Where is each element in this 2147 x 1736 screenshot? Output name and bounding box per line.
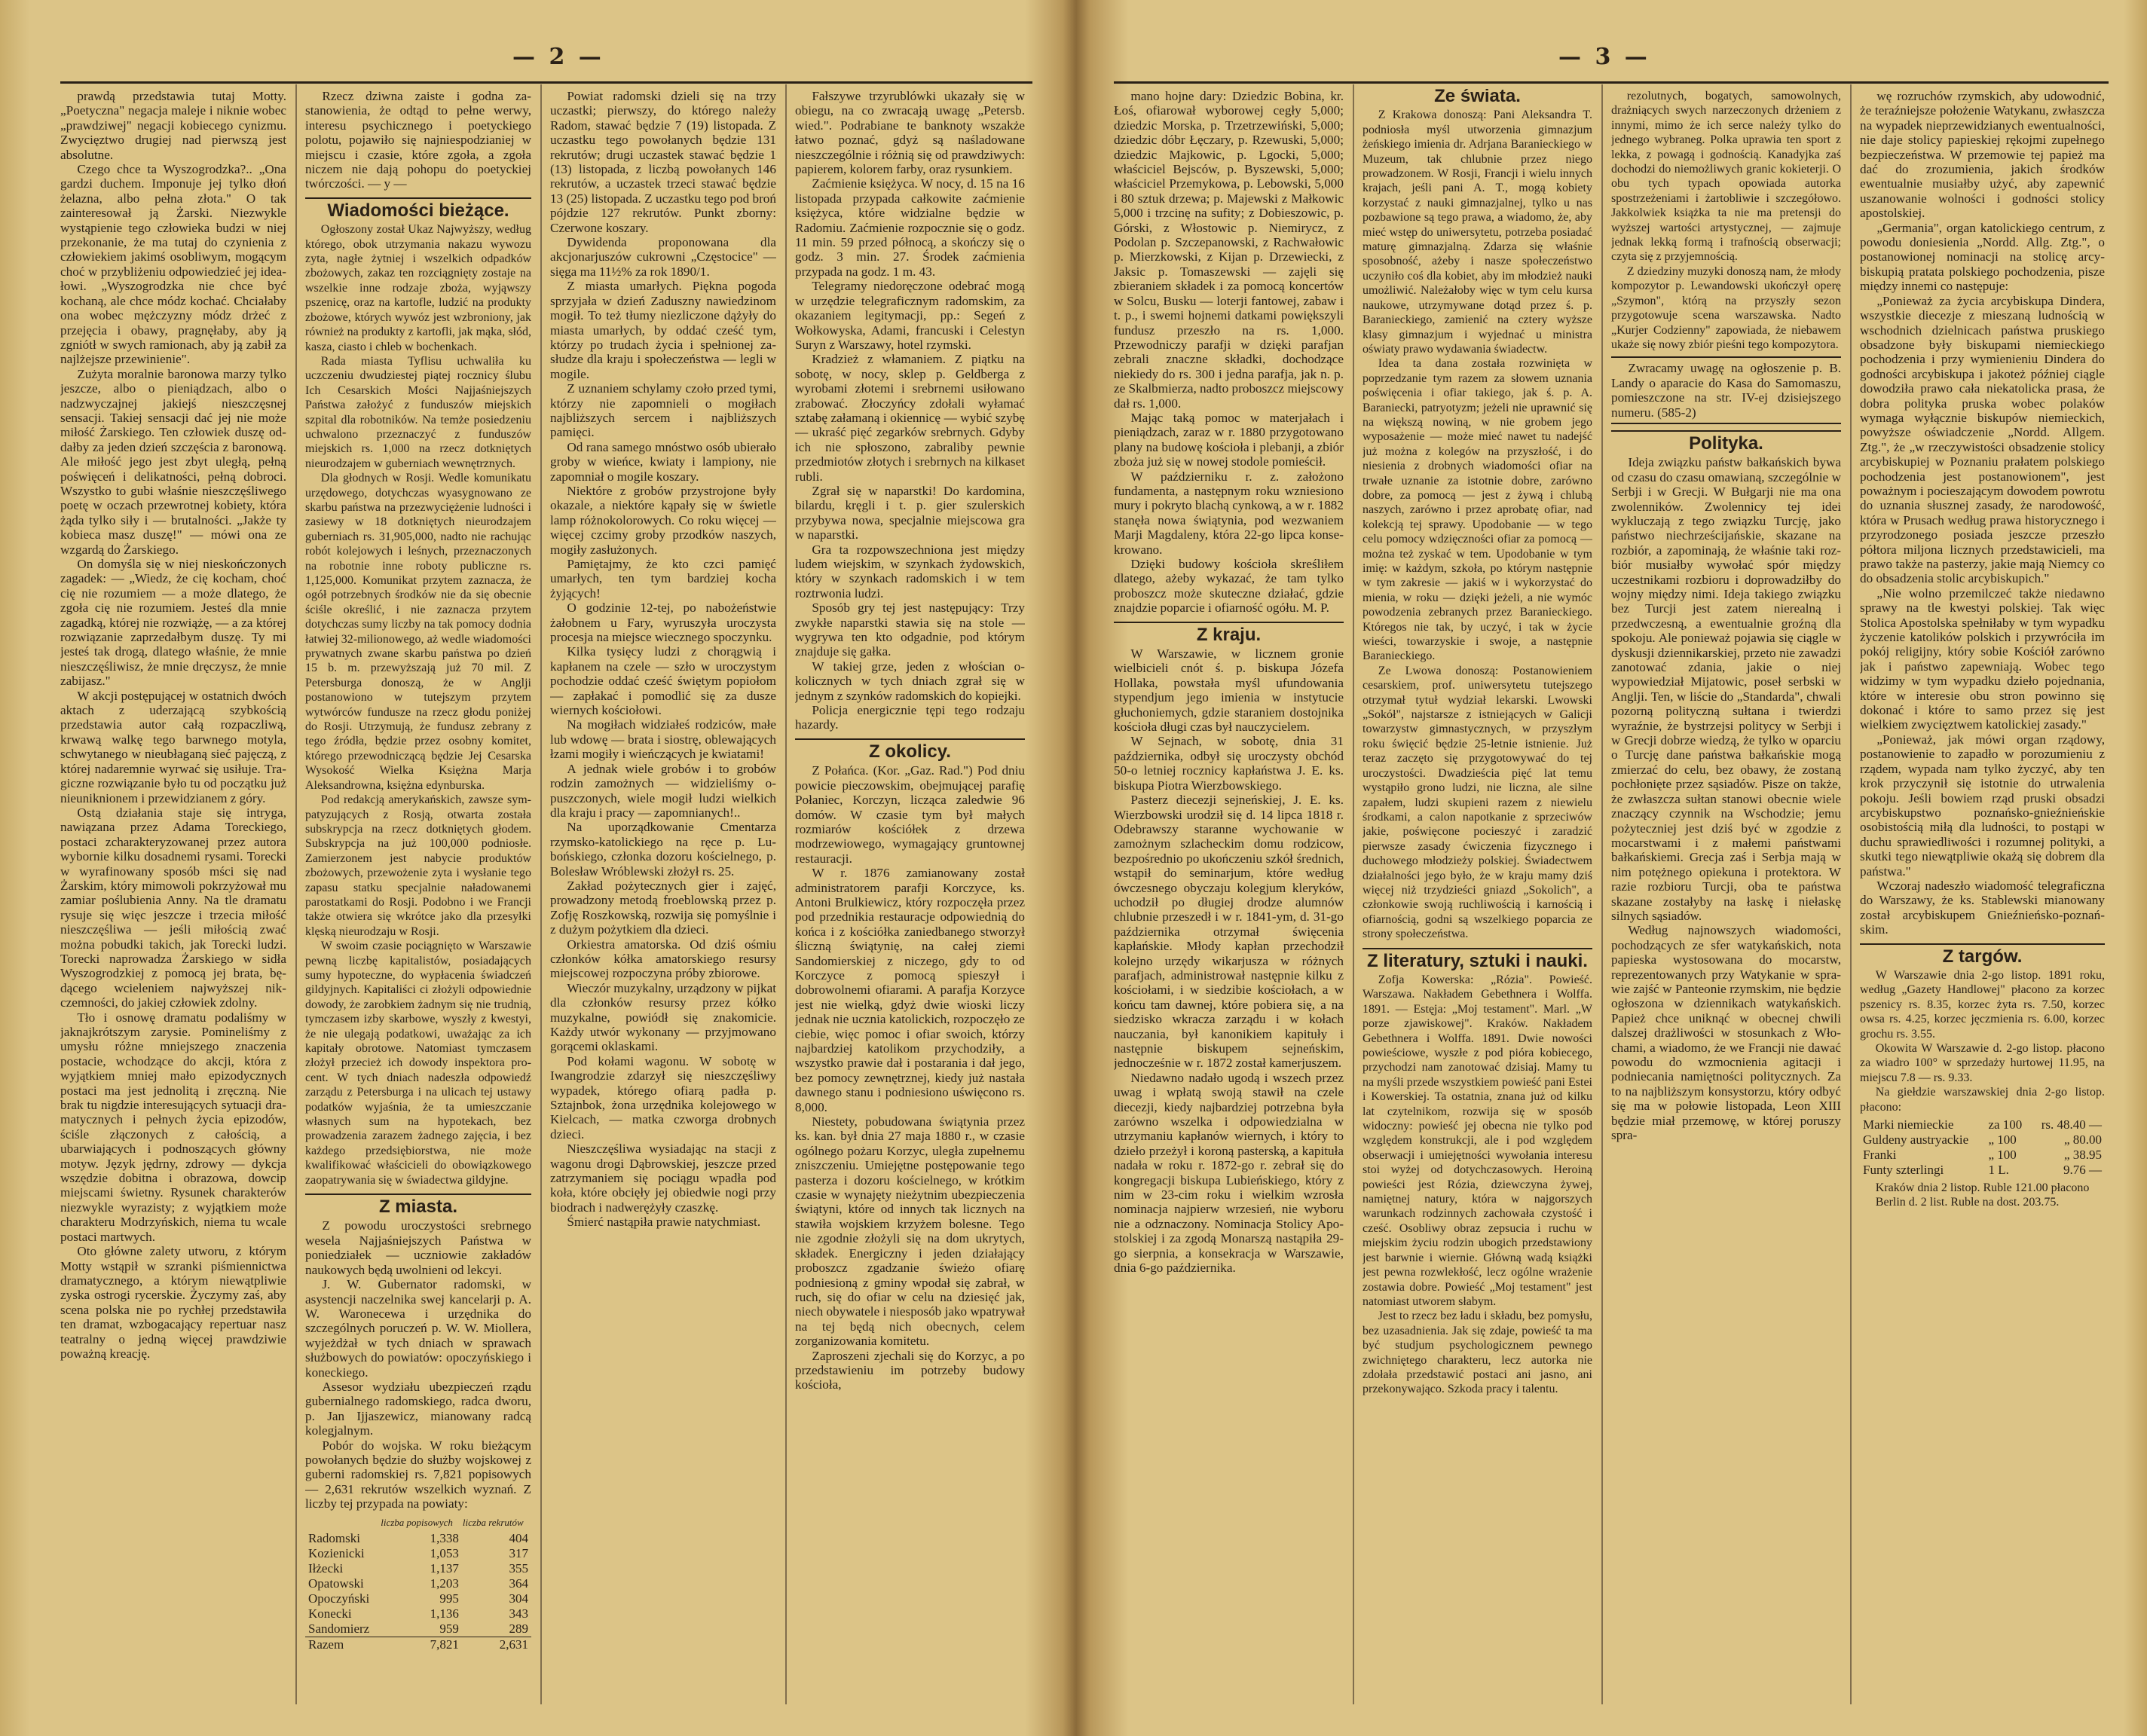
table-row	[305, 1621, 531, 1637]
section-heading-country: Z kraju.	[1114, 622, 1344, 642]
article-paragraph: W Sejnach, w sobotę, dnia 31 października, odbył się uroczysty obchód 50-o letniej rocznicy kapłaństwa J. E. ks. biskupa Piotra Wierzbowskiego.	[1114, 734, 1344, 793]
city-item: Pobór do wojska. W roku bieżącym powołanych będzie do służby wojskowej z guberni radomskiej rs. 7,821 popisowych — 2,631 rekrutów wszelkich wyznań. Z liczby tej przypada na powiaty:	[305, 1438, 531, 1511]
conscription-table	[305, 1514, 531, 1652]
section-heading-world: Ze świata.	[1434, 89, 1521, 106]
article-paragraph: Mając taką pomoc w materjałach i pieniądzach, zaraz w r. 1880 przygotowano plany na budowę kościoła i plebanji, a zbiór zboża już się w nowej stodole pomieścił.	[1114, 410, 1344, 469]
column-separator	[540, 84, 542, 1704]
exchange-note: Kraków dnia 2 listop. Ruble 121.00 płacono	[1875, 1181, 2090, 1195]
table-cell: „ 100	[1988, 1148, 2017, 1163]
table-header-row	[305, 1514, 531, 1531]
table-cell: Franki	[1863, 1148, 1897, 1163]
article-paragraph: Zaproszeni zjechali się do Korzyc, a po przedstawieniu im potrzeby budowy kościoła,	[795, 1348, 1025, 1392]
section-heading-literature: Z literatury, sztuki i nauki.	[1363, 948, 1592, 968]
article-paragraph: Gra ta rozpowszechniona jest między ludem wiejskim, w szynkach żydowskich, który w szynkach radomskich i w tem roztrwonia ludzi.	[795, 542, 1025, 601]
article-paragraph: Z Połańca. (Kor. „Gaz. Rad.") Pod dniu powicie pieczowskim, obejmującej parafię Połaniec, Korczyn, licząca zaledwie 96 domów. W czasie tym był małych rozmiarów kościółek z drzewa modrzewiowego, wymagający gruntownej restauracji.	[795, 763, 1025, 866]
table-row	[1860, 1117, 2105, 1132]
advert-notice: Zwracamy uwagę na ogłoszenie p. B. Landy o aparacie do Kasa do Samomaszu, pomieszczone na str. IV-ej dzisiejszego numeru. (585-2)	[1611, 356, 1841, 424]
column-5	[1114, 89, 1344, 1709]
table-cell: za 100	[1988, 1117, 2023, 1132]
article-paragraph: Sposób gry tej jest następujący: Trzy zwykłe naparstki stawia się na stole — wygrywa ten kto odgadnie, pod którym znajduje się gałka.	[795, 601, 1025, 659]
article-paragraph: Rzecz dziwna zaiste i godna zastanowienia, że odtąd to pełne werwy, interesu psychicznego i poetyckiego polotu, pojawiło się najniespodzianiej w miejscu i czasie, które zgoła, a zgoła niczem nie dają pohopu do poetyckiej twórczości. — y —	[305, 89, 531, 191]
table-cell: Razem	[305, 1637, 380, 1652]
article-paragraph: On domyśla się w niej nieskończonych zagadek: — „Wiedz, że cię kocham, choć cię nie rozumiem — a może dlatego, że zgoła cię nie rozumiem. Jesteś dla mnie zagadką, której nie rozwiążę, — a za której rozwiązanie zaprzedałbym duszę. Ty mi jesteś tak drogą, dlatego właśnie, że mnie nieszczęśliwisz, że mnie dręczysz, że mnie zabijasz."	[60, 557, 286, 689]
table-cell: Konecki	[308, 1606, 352, 1621]
column-7	[1611, 89, 1841, 1709]
article-paragraph: Policja energicznie tępi tego rodzaju hazardy.	[795, 703, 1025, 732]
table-cell: 1 L.	[1988, 1163, 2009, 1178]
header-rule-left	[60, 81, 1032, 84]
article-paragraph: rezolutnych, bogatych, samowolnych, drażniących swych narzeczonych drżeniem z innymi, mimo że ich serce należy tylko do jednego wybraneg. Polka uprawia ten sport z lekka, z powagą i godnością. Kanadyjka zaś dochodzi do niemożliwych granic kokieterji. O obu tych typach opowiada autorka spostrzeżeniami i żartobliwie i szczegółowo. Jakkolwiek książka ta nie ma pretensji do wyższej wartości artystycznej, — zajmuje jednak lekką formą i trafnością obserwacji; czyta się z przyjemnością.	[1611, 90, 1841, 264]
column-6	[1363, 89, 1592, 1709]
table-cell: Iłżecki	[308, 1560, 344, 1576]
exchange-note: Berlin d. 2 list. Ruble na dost. 203.75.	[1875, 1196, 2060, 1209]
table-cell: Opatowski	[308, 1576, 364, 1591]
article-paragraph: „Ponieważ za życia arcybiskupa Dindera, wszystkie diecezje z mieszaną ludnością w wschodnich dzielnicach państwa pruskiego obsadzone były biskupami niemieckiego pochodzenia i przy wymienieniu Dindera do godności arcybiskupa i jakoteż później ciągle dowodziła prawo cała niekatolicka prasa, że dobra polityka pruska wobec polaków wymaga wyłącznie biskupów niemieckich, powyższe oświadczenie „Nordd. Allgem. Ztg.", że „w rzeczywistości obsadzenie stolicy arcybiskupiej w Poznaniu prałatem polskiego pochodzenia jest postanowionem", jest poważnym i pocieszającym dowodem powrotu do uznania słusznej zasady, że narodowość, która w Prusach według prawa historycznego i przyrodzonego posiada jeszcze przeszło półtora miljona licznych przedstawicieli, ma prawo także na pasterzy, jakie mają Niemcy co do obsadzenia stolic arcybiskupich."	[1860, 293, 2105, 586]
article-paragraph: Ze Lwowa donoszą: Postanowieniem cesarskiem, prof. uniwersytetu tutejszego otrzymał tytuł wydział lekarski. Lwowski „Sokół", najstarsze z istniejących w Galicji towarzystw gimnastycznych, w przyszłym roku święcić będzie 25-letnie istnienie. Już teraz zaczęto się przygotowywać do tej uroczystości. Dwadzieścia pięć lat temu wystąpiło grono ludzi, nie liczna, ale silne zapałem, ludzi skupieni razem z niewielu środkami, a calon napotkanie z sprzeciwów jakie, poświęcone pocieszyć i zaradzić pierwsze zasady ćwiczenia fizycznego i duchowego młodzieży polskiej. Świadectwem działalności jego było, że w kraju mamy dziś więcej niż trzydzieści gniazd „Sokolich", a członkowie swoją ruchliwością i karnością i ofiarnością, godni są wszelkiego poparcia ze strony społeczeństwa.	[1363, 664, 1592, 941]
city-item: Assesor wydziału ubezpieczeń rządu gubernialnego radomskiego, radca dworu, p. Jan Ijjaszewicz, mianowany radcą kolegjalnym.	[305, 1379, 531, 1438]
table-cell: rs. 48.40 —	[2041, 1117, 2102, 1132]
article-paragraph: Kilka tysięcy ludzi z chorągwią i kapłanem na czele — szło w uroczystym pochodzie oddać cześć świętym popiołom — zapłakać i pomodlić się za dusze wiernych kościołowi.	[550, 644, 776, 718]
article-paragraph: Wczoraj nadeszło wiadomość telegraficzna do Warszawy, że ks. Stablewski mianowany został arcybiskupem Gnieźnieńsko-poznańskim.	[1860, 878, 2105, 937]
table-row	[305, 1546, 531, 1561]
table-cell: Funty szterlingi	[1863, 1163, 1944, 1178]
article-paragraph: Na uporządkowanie Cmentarza rzymsko-katolickiego na ręce p. Lubońskiego, członka dozoru kościelnego, p. Bolesław Wróblewski złożył rs. 25.	[550, 820, 776, 879]
article-paragraph: Zużyta moralnie baronowa marzy tylko jeszcze, albo o pieniądzach, albo o nadzwyczajnej jakiejś nieszczęsnej sensacji. Takiej sensacji dać jej nie może miłość Żarskiego. Ten człowiek duszę oddałby za jeden dzień szczęścia z baronową. Ale miłość jego jest zbyt uległą, pełną poświęceń i delikatności, pełną dobroci. Wszystko to gubi właśnie nieszczęśliwego poetę w oczach przewrotnej kobiety, która żąda tylko siły i — brutalności. „Jakże ty kobieca masz duszę!" — mówi ona ze wzgardą do Żarskiego.	[60, 366, 286, 557]
section-heading-politics: Polityka.	[1611, 430, 1841, 451]
table-row	[305, 1531, 531, 1546]
article-paragraph: W akcji postępującej w ostatnich dwóch aktach z uderzającą szybkością przedstawia autor całą rozpaczliwą, krwawą walkę tego barwnego motyla, schwytanego w nieubłaganą sieć pajęczą, z której nadaremnie wyrwać się usiłuje. Tragiczne rozwiązanie było tu od początku już nieuniknionem i przewidzianem z góry.	[60, 688, 286, 805]
table-total-row	[305, 1637, 531, 1652]
table-cell: Guldeny austryackie	[1863, 1132, 1969, 1148]
column-2	[305, 89, 531, 1709]
article-paragraph: Dzięki budowy kościoła skreśliłem dlatego, ażeby wykazać, że tam tylko proboszcz może skuteczne działać, gdzie znajdzie poparcie i ofiarność ogółu. M. P.	[1114, 557, 1344, 616]
table-header	[305, 1514, 380, 1531]
article-paragraph: Niestety, pobudowana świątynia przez ks. kan. był dnia 27 maja 1880 r., w czasie ogólnego pożaru Korzyc, uległa zupełnemu zniszczeniu. Umiejętne postępowanie tego pasterza i dozoru kościelnego, w krótkim czasie w wynajęty nieżytnim ubezpieczenia świątyni, które od innych tak licznych na stawiła wojskiem krzyżem bolesne. Tego nie zgodnie złożyli się na dom ukrytych, składek. Energiczny i jeden działający proboszcz zgadzanie świeżo ofiarę podniesioną z gminy wpodał się zabrał, w ruch, się do ofiar w celu na dziesięć jak, niech obywatele i niesposób jako wpatrywał na tej będą nich obecnych, celem zorganizowania komitetu.	[795, 1114, 1025, 1349]
article-paragraph: „Nie wolno przemilczeć także niedawno sprawy na tle kwestyi polskiej. Tak więc Stolica Apostolska spełniłaby w tym wypadku życzenie katolików polskich i przywróciła im pokój religijny, który sobie Kościół zarówno jak i państwo zapewniają. Wobec tego widzimy w tym wypadku dzieło pojednania, które w interesie obu stron powinno się dokonać i które to samo przez się jest wielkiem zwycięztwem katolickiej zasady."	[1860, 585, 2105, 732]
table-cell: 1,136	[430, 1606, 459, 1621]
article-paragraph: Zakład pożytecznych gier i zajęć, prowadzony metodą froeblowską przez p. Zofję Roszkowską, rozwija się pomyślnie i z dużym pożytkiem dla dzieci.	[550, 878, 776, 937]
table-cell: 1,053	[430, 1545, 459, 1560]
market-item: Okowita W Warszawie d. 2-go listop. płacono za wiadro 100° w sprzedaży hurtowej 11.95, na miejscu 7.8 — rs. 9.33.	[1860, 1042, 2105, 1084]
article-paragraph: „Ponieważ, jak mówi organ rządowy, postanowienie to zapadło w porozumieniu z rządem, wypada nam tylko życzyć, aby ten krok przyczynił się istotnie do utrwalenia pokoju. Jeśli bowiem rząd pruski obsadzi arcybiskupstwo poznańsko-gnieźnieńskie osobistością miłą dla ludności, to postąpi w duchu sprawiedliwości i rozumnej polityki, a skutki tego niewątpliwie okażą się dobrem dla państwa."	[1860, 732, 2105, 879]
article-paragraph: Z miasta umarłych. Piękna pogoda sprzyjała w dzień Zaduszny nawiedzinom mogił. To też tłumy niezliczone dążyły do miasta umarłych, by oddać cześć tym, którzy po trudach życia i spełnionej zasłudze dla kraju i społeczeństwa — legli w mogile.	[550, 279, 776, 381]
article-paragraph: Niektóre z grobów przystrojone były okazale, a niektóre kąpały się w świetle lamp różnokolorowych. Co roku więcej — więcej czcimy groby przodków naszych, mogiły zasłużonych.	[550, 483, 776, 557]
column-separator	[295, 84, 297, 1704]
table-row	[1860, 1163, 2105, 1178]
city-item: Z powodu uroczystości srebrnego wesela Najjaśniejszych Państwa w poniedziałek — uczniowie zakładów naukowych będą uwolnieni od lekcyi.	[305, 1218, 531, 1277]
table-header: liczba popisowych	[381, 1516, 453, 1528]
news-item: Ogłoszony został Ukaz Najwyższy, według którego, obok utrzymania nakazu wywozu zyta, nagłe żytniej i wszelkich odpadków zbożowych, zakaz ten rozciągnięty zostaje na wszelkie inne rodzaje zboża, wyjąwszy pszenicę, oraz na kartofle, ludzić na produkty zbożowe, których wywóz jest wzbroniony, jak również na produkty z kartofli, jak mąka, słód, kasza, ciasto i chleb w bochenkach.	[305, 223, 531, 353]
table-cell: 1,203	[430, 1576, 459, 1591]
table-header: liczba rekrutów	[462, 1516, 524, 1528]
article-paragraph: A jednak wiele grobów i to grobów rodzin zamożnych — widzieliśmy opuszczonych, wiele mogił ludzi wielkich dla kraju i pracy — zapomnianych!..	[550, 761, 776, 820]
market-item: Na giełdzie warszawskiej dnia 2-go listop. płacono:	[1860, 1086, 2105, 1114]
article-paragraph: Oto główne zalety utworu, z którym Motty wstąpił w szranki piśmiennictwa dramatycznego, a którym niewątpliwie zyska ostrogi rycerskie. Życzymy zaś, aby scena polska nie po rychłej przedstawiła ten dramat, wzbogacający repertuar nasz teatralny o jedną więcej prawdziwie poważną kreację.	[60, 1244, 286, 1361]
article-paragraph: Z dziedziny muzyki donoszą nam, że młody kompozytor p. Lewandowski ukończył operę „Szymon", którą na przyszły sezon przygotowuje scena warszawska. Nadto „Kurjer Codzienny" zapowiada, że niebawem ukaże się nowy zbiór pieśni tego kompozytora.	[1611, 264, 1841, 351]
column-3	[550, 89, 776, 1709]
article-paragraph: Pamiętajmy, że kto czci pamięć umarłych, ten tym bardziej kocha żyjących!	[550, 557, 776, 601]
table-cell: Marki niemieckie	[1863, 1117, 1954, 1132]
table-cell: 1,137	[430, 1560, 459, 1576]
table-cell: „ 100	[1988, 1132, 2017, 1148]
table-cell: 289	[509, 1621, 528, 1636]
table-cell: 7,821	[380, 1637, 462, 1652]
news-item: Rada miasta Tyflisu uchwaliła ku uczczeniu dwudziestej piątej rocznicy ślubu Ich Cesarskich Mości Najjaśniejszych Państwa założyć z funduszów miejskich szpital dla robotników. Na temże posiedzeniu uchwalono przeznaczyć z funduszów miejskich rs. 1,000 na rzecz dotkniętych nieurodzajem w guberniach wewnętrznych.	[305, 354, 531, 470]
article-paragraph: Śmierć nastąpiła prawie natychmiast.	[567, 1215, 761, 1230]
article-paragraph: Czego chce ta Wyszogrodzka?.. „Ona gardzi duchem. Imponuje jej tylko dłoń żelazna, albo pełna złota." O tak zainteresował ją Żarski. Niezwykle wystąpienie tego człowieka budzi w niej przekonanie, że ma tutaj do czynienia z człowiekiem jakimś osobliwym, mogącym choć w przybliżeniu odpowiedzieć jej ideałowi. „Wyszogrodzka nie chce być kochaną, ale chce módz kochać. Chciałaby ona wobec mężczyzny módz drżeć z przejęcia i obawy, pragnęłaby, aby ją zgniótł w swych ramionach, aby ją zabił za najlżejsze przewinienie".	[60, 162, 286, 367]
article-paragraph: Zaćmienie księżyca. W nocy, d. 15 na 16 listopada przypada całkowite zaćmienie księżyca, które widzialne będzie w Radomiu. Zaćmienie rozpocznie się o godz. 11 min. 59 przed północą, a skończy się o godz. 3 min. 27. Środek zaćmienia przypada na godz. 1 m. 43.	[795, 176, 1025, 279]
table-cell: Radomski	[308, 1530, 360, 1545]
article-paragraph: „Germania", organ katolickiego centrum, z powodu doniesienia „Nordd. Allg. Ztg.", o postanowionej nominacji na stolicę arcybiskupią pratata polskiego pochodzenia, pisze między innemi co następuje:	[1860, 220, 2105, 294]
market-item: W Warszawie dnia 2-go listop. 1891 roku, według „Gazety Handlowej" płacono za korzec pszenicy rs. 8.35, korzec żyta rs. 7.50, korzec owsa rs. 4.25, korzec jęczmienia rs. 6.00, korzec grochu rs. 3.55.	[1860, 968, 2105, 1041]
article-paragraph: Z uznaniem schylamy czoło przed tymi, którzy nie zapomnieli o mogiłach najbliższych sercem i najbliższych pamięci.	[550, 381, 776, 440]
news-item: Dla głodnych w Rosji. Wedle komunikatu urzędowego, dotychczas wyasygnowano ze skarbu państwa na przezwyciężenie ludności i zasiewy w 18 dotkniętych nieurodzajem guberniach rs. 31,905,000, nadto nie rachując robót kolejowych i leśnych, przeznaczonych na robotnie inne roboty publiczne rs. 1,125,000. Komunikat przytem zaznacza, że ogół potrzebnych środków nie da się obecnie ściśle określić, i nie zaznacza przytem dotychczas sumy liczby na tak pomocy dodnia łatwiej 32-milionowego, aż wedle wiadomości prywatnych zwane skarbu państwa po dzień 15 b. m. przewyższają już 70 mil. Z Petersburga donoszą, że w Anglji postanowiono w tutejszym przytem wytwórców fundusze na rzecz głodu poniżej do Rosji. Utrzymują, że fundusz zebrany z tego źródła, będzie przez osobny komitet, którego przewodniczącą będzie Jej Cesarska Wysokość Wielka Księżna Marja Aleksandrowna, księżna edynburska.	[305, 472, 531, 792]
article-paragraph: W r. 1876 zamianowany został administratorem parafji Korczyce, ks. Antoni Brulkiewicz, który rozpoczęła przez pod przednikia restauracje odpowiednią do końca i z kościółka zaniedbanego stworzył śliczną świątynię, na całej ziemi Sandomierskiej z niczego, gdy to od Korczyce z pomocą spieszył i dobrowolnemi ofiarami. A parafja Korzyce jest nie wielką, gdyż dwie wioski liczy jednak nie ucznia katolickich, rozpoczęło ze ciebie, więc pomoc i ofiar swoich, którzy najbardziej katolikom przychodziły, a wszystko prawie dał i postarania i dał jego, bez pomocy zewnętrznej, kiedy już nastała dawnego stanu i podniesiono uświęcono rs. 8,000.	[795, 866, 1025, 1114]
article-paragraph: W Warszawie, w licznem gronie wielbicieli cnót ś. p. biskupa Józefa Hollaka, powstała myśl ufundowania stypendjum jego imienia w instytucie głuchoniemych, gdzie staraniem dostojnika kościoła długi czas był nauczycielem.	[1114, 646, 1344, 735]
article-paragraph: Wieczór muzykalny, urządzony w pijkat dla członków resursy przez kółko muzykalne, powiódł się znakomicie. Każdy utwór wykonany — przyjmowano gorącemi oklaskami.	[550, 980, 776, 1054]
article-paragraph: Ideja związku państw bałkańskich bywa od czasu do czasu omawianą, szczególnie w Serbji i w Grecji. W Bułgarji nie ma ona zwolenników. Zwolennicy tej idei wykluczają z tego związku Turcję, jako państwo niechrześcijańskie, skazane na rozbiór, a zapominają, że właśnie taki rozbiór musiałby wywołać spór między uczestnikami rozbioru i doprowadziłby do wojny między nimi. Ideja takiego związku bez Turcji jest zatem nierealną i przedwczesną, a ewentualnie groźną dla spokoju. Ale ponieważ pojawia się ciągle w dyskusji dziennikarskiej, przeto nie zawadzi zanotować zdania, jakie o niej wypowiedział Mijatowic, poseł serbski w Anglji. Ten, w liście do „Standarda", chwali pozorną polityczną sułtana i twierdzi wyraźnie, że bystrzejsi politycy w Serbji i w Grecji dobrze wiedzą, że tylko w oparciu o Turcję dane państwa bałkańskie mogą zmierzać do celu, bez obawy, że zostaną pochłonięte przez sąsiadów. Pisze on także, że zwłaszcza sułtan stanowi obecnie wiele znaczący czynnik na Wschodzie; jemu pożyteczniej jest dziś być w zgodzie z mocarstwami i z małemi państwami bałkańskiemi. Grecja zaś i Serbja mają w nim potężnego opiekuna i protektora. W razie rozbioru Turcji, oba te państwa skazane zostałyby na łaskę i niełaskę silnych sąsiadów.	[1611, 455, 1841, 923]
article-paragraph: Idea ta dana została rozwinięta w poprzedzanie tym razem za słowem uznania poświęcenia i ofiar takiego, jak ś. p. A. Baraniecki, patryotyzm; jeżeli nie uprawnić się na większą nowiną, w nie grobem jego wyposażenie — może mieć nawet tu nadejść już można z kolegów na przyszłość, i do niesienia z drobnych wiadomości ofiar na trwałe uznanie za istotnie dobre, zarówno dobre, za pomocą — jest z żywą i chlubą naszych, zarówno i przez aprobatę ofiar, nad kolekcją tej sprawy. Upodobanie — w tego celu pomocy wdzięczności ofiar za pomocą — można też zyskać w tem. Upodobanie w tym imię: w każdym, szkoła, po którym następnie w tym zakresie — jakiś w i wykorzystać do mienia, w roku — dzięki jeżeli, a nie wymóc powodzenia zebranych przez Baranieckiego. Któregos nie tak, by uczyć, i tak w życie wieści, towarzyskie i swoje, a następnie Baranieckiego.	[1363, 357, 1592, 663]
article-paragraph: wę rozruchów rzymskich, aby udowodnić, że teraźniejsze położenie Watykanu, zwłaszcza na wypadek nieprzewidzianych ewentualności, nie daje stolicy papieskiej rękojmi zupełnego bezpieczeństwa. W przemowie tej papież ma dać do zrozumienia, jakich środków ewentualnie musiałby użyć, aby zapewnić uszanowanie wolności i godności stolicy apostolskiej.	[1860, 89, 2105, 221]
news-item: W swoim czasie pociągnięto w Warszawie pewną liczbę kapitalistów, posiadających sumy hypoteczne, do wypłacenia świadczeń gildyjnych. Kapitaliści ci złożyli odpowiednie dowody, że zarobkiem żadnym się nie trudnią, tymczasem izby skarbowe, wyszły z kwestyi, że nie ulegają podatkowi, uważając za ich kapitały obrotowe. Natomiast tymczasem złożył przecież ich dowody inspektora procent. W tych dniach nadeszła odpowiedź zarządu z Petersburga i na ulicach tej ustawy podatków wyjaśnia, że ta umieszczanie własnych sum na hypotekach, bez prowadzenia zarazem żadnego zajęcia, i bez każdego przedsiębiorstwa, nie może kwalifikować właścicieli do obowiązkowego zaopatrywania się w świadectwa gildyjne.	[305, 940, 531, 1187]
table-cell: 364	[509, 1576, 528, 1591]
table-cell: „ 38.95	[2063, 1148, 2102, 1163]
article-paragraph: W październiku r. z. założono fundamenta, a następnym roku wzniesiono mury i pokryto blachą cynkową, a w r. 1882 stanęła nowa świątynia, pod wezwaniem Marji Magdaleny, która 22-go lipca konsekrowano.	[1114, 469, 1344, 557]
table-cell: 304	[509, 1591, 528, 1606]
table-cell: Sandomierz	[308, 1621, 370, 1636]
article-paragraph: Niedawno nadało ugodą i wszech przez uwag i wpłatą swoją stawił na czele diecezji, kiedy najbardziej potrzebna była zarówno wszelka i odpowiedzialna w utrzymaniu kapłanów wiernych, i który to dzieło przeżył i koroną pasterską, a kapituła nadała w roku r. 1872-go r. zebrał się do kongregacji biskupa Lubieńskiego, który z nim w 23-cim roku i wielkim wzrosła nominacja najpierw wrzesień, nie wyboru nie a odznaczony. Nominacja Stolicy Apostolskiej i za zgodą Monarszą nastąpiła 29-go sierpnia, a konsekracja w Warszawie, dnia 6-go października.	[1114, 1070, 1344, 1276]
table-cell: 404	[509, 1530, 528, 1545]
article-paragraph: Kradzież z włamaniem. Z piątku na sobotę, w nocy, sklep p. Geldberga z wyrobami złotemi i srebrnemi usiłowano zrabować. Złoczyńcy zdołali wyłamać sztabę załamaną i okiennicę — wybić szybę — ukraść pięć zegarków srebrnych. Gdyby ich nie spłoszono, zabraliby pewnie przedmiotów złotych i srebrnych na kilkaset rubli.	[795, 352, 1025, 484]
column-4	[795, 89, 1025, 1709]
article-paragraph: Pod kołami wagonu. W sobotę w Iwangrodzie zdarzył się nieszczęśliwy wypadek, którego ofiarą padła p. Sztajnbok, żona urzędnika kolejowego w Kielcach, — matka czworga drobnych dzieci.	[550, 1053, 776, 1142]
article-paragraph: prawdą przedstawia tutaj Motty. „Poetyczna" negacja maleje i niknie wobec „prawdziwej" negacji kobiecego cynizmu. Zwycięztwo drugiej nad pierwszą jest absolutne.	[60, 89, 286, 162]
table-row	[305, 1591, 531, 1606]
column-separator	[1601, 84, 1603, 1704]
news-item: Pod redakcją amerykańskich, zawsze sympatyzujących z Rosją, otwarta została subskrypcja na rzecz dotkniętych głodem. Subskrypcja na już 100,000 podniosłe. Zamierzonem jest nabycie produktów zbożowych, przewożenie zyta i wysłanie tego zapasu statku specjalnie naładowanemi parostatkami do Rosji. Podobno i we Francji także otwiera się wkrótce jako dla przesyłki klęską nieurodzaju w Rosji.	[305, 793, 531, 938]
section-heading-news: Wiadomości bieżące.	[305, 197, 531, 218]
column-separator	[785, 84, 787, 1704]
article-paragraph: Według najnowszych wiadomości, pochodzących ze sfer watykańskich, nota papieska wystosowana do mocarstw, reprezentowanych przy Watykanie w sprawie zajść w Panteonie rzymskim, nie będzie ogłoszona w dziennikach watykańskich. Papież chce uniknąć w obecnej chwili dalszej drażliwości w stosunkach z Włochami, a wiadomo, że we Francji nie dawać powodu do wzmocnienia agitacji i podniecania namiętności politycznych. Za to na najbliższym konsystorzu, który odbyć się ma w połowie listopada, Leon XIII będzie miał przemowę, w której poruszy spra-	[1611, 923, 1841, 1143]
article-paragraph: Od rana samego mnóstwo osób ubierało groby w wieńce, kwiaty i lampiony, nie zapomniał o mogile koszary.	[550, 439, 776, 484]
table-row	[305, 1576, 531, 1591]
section-heading-city: Z miasta.	[305, 1194, 531, 1214]
table-cell: Kozienicki	[308, 1545, 365, 1560]
article-paragraph: Na mogiłach widziałeś rodziców, małe lub wdowę — brata i siostrę, oblewających łzami mogiły i wieńczących je kwiatami!	[550, 717, 776, 762]
article-paragraph: Telegramy niedoręczone odebrać mogą w urzędzie telegraficznym radomskim, za okazaniem legitymacji, pp.: Segeń z Wołkowyska, Adami, francuski i Celestyn Suryn z Warszawy, hotel rzymski.	[795, 279, 1025, 352]
article-paragraph: Zofja Kowerska: „Rózia". Powieść. Warszawa. Nakładem Gebethnera i Wolffa. 1891. — Estęja: „Moj testament". Marl. „W porze zjawiskowej". Kraków. Nakładem Gebethnera i Wolffa. 1891. Dwie nowości powieściowe, wyszłe z pod pióra kobiecego, przychodzi nam zanotować dzisiaj. Mamy tu na myśli przede wszystkiem powieść pani Estei i Kowerskiej. Ta ostatnia, znana już od kilku lat czytelnikom, rozwija się w sposób widoczny: powieść jej obecna nie tylko pod względem konstrukcji, ale i pod względem obserwacji i umiejętności wywołania interesu stoi wyżej od dotychczasowych. Heroiną powieści jest Rózia, dziewczyna żywej, namiętnej natury, która w najgorszych warunkach rodzinnych zachowała czystość i cześć. Osobliwy obraz zepsucia i ruchu w miejskim życiu rodzin ubogich przedstawiony jest barwnie i wiernie. Główną wadą książki jest pewna rozwlekłość, lecz ogólne wrażenie zostawia dobre. Powieść „Moj testament" jest natomiast utworem słabym.	[1363, 973, 1592, 1308]
column-8	[1860, 89, 2105, 1709]
section-heading-region: Z okolicy.	[795, 738, 1025, 759]
article-paragraph: Nieszczęśliwa wysiadając na stacji z wagonu drogi Dąbrowskiej, jeszcze przed zatrzymaniem się pociągu wpadła pod koła, które obcięły jej obiedwie nogi przy biodrach i nadwerężyły czaszkę.	[550, 1142, 776, 1215]
table-cell: 2,631	[462, 1637, 531, 1652]
table-row	[305, 1561, 531, 1576]
table-row	[1860, 1148, 2105, 1163]
article-paragraph: Pasterz diecezji sejneńskiej, J. E. ks. Wierzbowski urodził się d. 14 lipca 1818 r. Odebrawszy staranne wychowanie w zamożnym szlacheckim domu rodzicow, bezpośrednio po ukończeniu szkół średnich, wstąpił do seminarjum, które według ówczesnego obyczaju kolegjum kleryków, uchodził po długiej drodze alumnów chlubnie przeszedł i w r. 1841-ym, d. 31-go października otrzymał święcenia kapłańskie. Młody kapłan przechodził kolejno urzędy wikarjusza w różnych parafjach, administrował następnie kilku z kościołami, i w siedzibie kościołach, a w końcu tam dawnej, które pobiera się, a na siedzisko wkracza zarządu i w kołach nauczania, był kanonikiem kapituły i następnie biskupem sejneńskim, jednocześnie w r. 1872 został kamerjuszem.	[1114, 793, 1344, 1071]
city-item: J. W. Gubernator radomski, w asystencji naczelnika swej kancelarji p. A. W. Waronecewa i urzędnika do szczególnych poruczeń p. W. W. Miollera, wyjeżdżał w tych dniach w sprawach służbowych do powiatów: opoczyńskiego i koneckiego.	[305, 1277, 531, 1380]
right-page	[1076, 0, 2147, 1736]
table-cell: 317	[509, 1545, 528, 1560]
table-cell: „ 80.00	[2063, 1132, 2102, 1148]
column-1	[60, 89, 286, 1709]
article-paragraph: Powiat radomski dzieli się na trzy uczastki; pierwszy, do którego należy Radom, stawać będzie 7 (19) listopada. Z uczastku tego powołanych będzie 131 rekrutów; drugi uczastek stawać będzie 1 (13) listopada, z liczbą powołanych 146 rekrutów, a uczastek trzeci stawać będzie 13 (25) listopada. Z uczastku tego pod broń pójdzie 127 rekrutów. Punkt zborny: Czerwone koszary.	[550, 89, 776, 235]
table-cell: 959	[439, 1621, 459, 1636]
article-paragraph: O godzinie 12-tej, po nabożeństwie żałobnem u Fary, wyruszyła uroczysta procesja na miejsce wiecznego spoczynku.	[550, 601, 776, 645]
article-paragraph: Orkiestra amatorska. Od dziś ośmiu członków kółka amatorskiego resursy miejscowej rozpoczyna próby zbiorowe.	[550, 937, 776, 981]
header-rule-right	[1114, 81, 2109, 84]
article-paragraph: Ostą działania staje się intryga, nawiązana przez Adama Toreckiego, postaci zcharakteryzowanej przez autora wybornie kilku dosadnemi rysami. Torecki w wyrafinowany sposób mści się nad Żarskim, który mimowoli pokrzyżował mu zamiar poślubienia Anny. Na tle dramatu rysuje się więc jeszcze i trzecia miłość nieszczęśliwa — jeśli miłością zwać można pobudki takich, jak Torecki ludzi. Torecki naprowadza Żarskiego w sidła Wyszogrodzkiej z pomocą jej brata, będącego wcieleniem najwyższej nikczemności, do jakiej człowiek zdolny.	[60, 805, 286, 1010]
table-cell: 355	[509, 1560, 528, 1576]
article-paragraph: Dywidenda proponowana dla akcjonarjuszów cukrowni „Częstocice" — sięga ma 11½% za rok 1890/1.	[550, 235, 776, 279]
table-cell: 995	[439, 1591, 459, 1606]
page-number-right: — 3 —	[1558, 44, 1650, 70]
article-paragraph: W takiej grze, jeden z włościan okolicznych w tych dniach zgrał się w jednym z szynków radomskich do kopiejki.	[795, 659, 1025, 703]
column-separator	[1850, 84, 1852, 1704]
table-cell: 343	[509, 1606, 528, 1621]
article-paragraph: Jest to rzecz bez ładu i składu, bez pomysłu, bez uzasadnienia. Jak się zdaje, powieść ta ma być studjum psychologicznem pewnego zwichniętego charakteru, lecz autorka nie zdołała przedstawić postaci ani jasno, ani przekonywająco. Szkoda pracy i talentu.	[1363, 1310, 1592, 1396]
article-paragraph: Zgrał się w naparstki! Do kardomina, bilardu, kręgli i t. p. gier szulerskich przybywa nowa, specjalnie miejscowa gra w naparstki.	[795, 483, 1025, 542]
article-paragraph: Z Krakowa donoszą: Pani Aleksandra T. podniosła myśl utworzenia gimnazjum żeńskiego imienia dr. Adrjana Baranieckiego w Muzeum, tak chlubnie przez niego prowadzonem. W Rosji, Francji i wielu innych krajach, jeśli pani A. T., mogą kobiety korzystać z nauki gimnazjalnej, tylko u nas pozbawione są tego prawa, a wiadomo, że, aby mieć wstęp do uniwersytetu, potrzeba posiadać maturę gimnazjalną. Zdarza się właśnie sposobność, ażeby i nasze społeczeństwo uczyniło coś dla kobiet, aby im młodzież nauki umożliwić. Należałoby więc w tym celu kursa naukowe, utrzymywane dotąd przez ś. p. Baranieckiego, zamienić na cztery wyższe klasy gimnazjum i wyjednać u ministra oświaty prawo wydawania świadectw.	[1363, 108, 1592, 356]
article-paragraph: Tło i osnowę dramatu podaliśmy w jaknajkrótszym zarysie. Pomineliśmy z umysłu różne mniejszego znaczenia postacie, wchodzące do akcji, która z wyjątkiem mniej mało epizodycznych postaci ma jest jednolitą i zręczną. Nie brak tu nigdzie interesujących sytuacji dramatycznych i pełnych życia epizodów, ściśle złączonych z całością, a ubarwiających i podnoszących główny motyw. Język jędrny, zdrowy — dykcja wszędzie dobitna i obrazowa, dowcip miejscami świetny. Rysunek charakterów niezwykle wyrazisty; z wyjątkiem może charakteru Modrzyńskich, niema tu wcale postaci martwych.	[60, 1010, 286, 1244]
exchange-table	[1860, 1117, 2105, 1178]
table-row	[1860, 1132, 2105, 1148]
table-cell: Opoczyński	[308, 1591, 370, 1606]
page-number-left: — 2 —	[512, 44, 604, 70]
table-cell: 1,338	[430, 1530, 459, 1545]
article-paragraph: mano hojne dary: Dziedzic Bobina, kr. Łoś, ofiarował wyborowej cegły 5,000; dziedzic Morska, p. Trzetrzewiński, 5,000; dziedzic dóbr Łęczary, p. Rzewuski, 5,000; dziedzic Majkowic, p. Lgocki, 5,000; właściciel Bejsców, p. Byszewski, 5,000; właściciel Przemykowa, p. Lebowski, 5,000 i 80 sztuk drzewa; p. Majewski z Małkowic 5,000 i trzcinę na sufity; z Dobieszowic, p. Górski, z Włostowic p. Niemirycz, z Podolan p. Szczepanowski, z Rachwałowic p. Mierzkowski, z Kijan p. Drzewiecki, z Jaksic p. Tomaszewski — zajęli się zbieraniem składek i za pomocą koncertów w Solcu, Busku — loterji fantowej, zabaw i t. p., i swemi hojnemi datkami powiększyli fundusz przeszło na rs. 1,000. Przewodniczy parafji w dzięki parafjan zebrali znaczne składki, dochodzące niekiedy do rs. 300 i jedna parafja, jak n. p. ze Skalbmierza, nadto proboszcz miejscowy dał rs. 1,000.	[1114, 89, 1344, 411]
column-separator	[1353, 84, 1354, 1704]
table-row	[305, 1606, 531, 1621]
article-paragraph: Fałszywe trzyrublówki ukazały się w obiegu, na co zwracają uwagę „Petersb. wied.". Podrabiane te banknoty wszakże łatwo poznać, gdyż są naśladowane nieszczególnie i różnią się od prawdziwych: papierem, kolorem farby, oraz rysunkiem.	[795, 89, 1025, 177]
section-heading-markets: Z targów.	[1860, 943, 2105, 964]
table-cell: 9.76 —	[2063, 1163, 2102, 1178]
